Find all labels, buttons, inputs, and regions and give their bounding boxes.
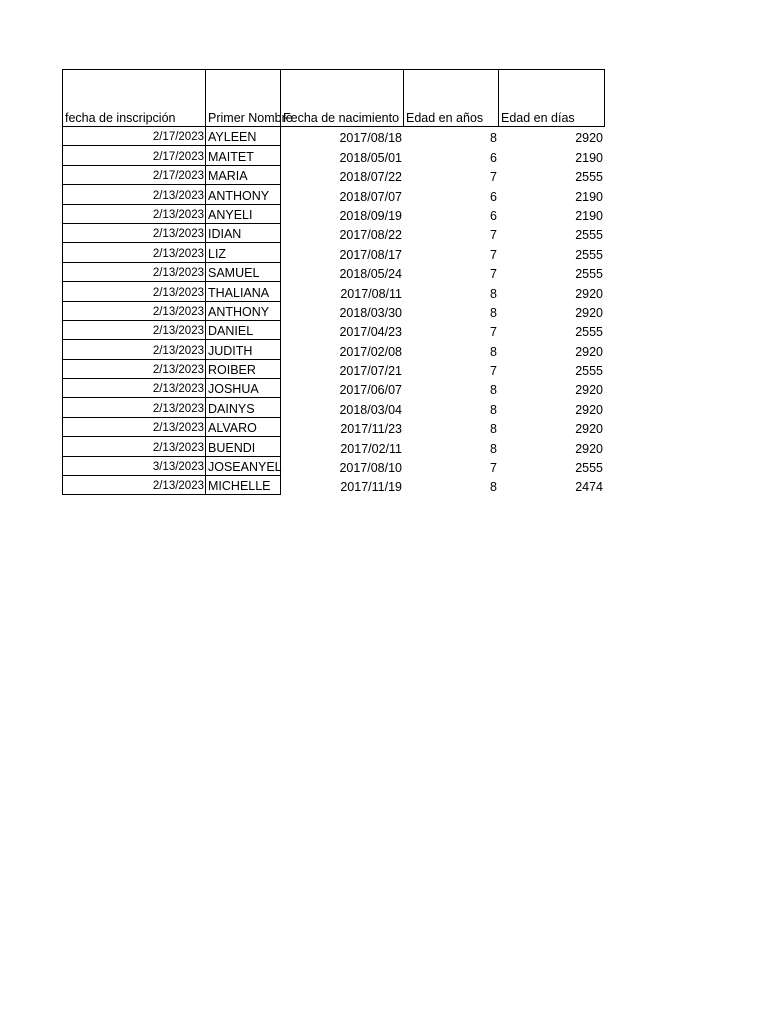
table-row	[62, 379, 605, 398]
edad-anos-cell[interactable]: 7	[490, 461, 497, 476]
primer-nombre-cell[interactable]: ALVARO	[206, 418, 281, 437]
primer-nombre-cell[interactable]: LIZ	[206, 243, 281, 262]
table-row	[62, 166, 605, 185]
edad-anos-cell[interactable]: 7	[490, 170, 497, 185]
edad-anos-cell[interactable]: 8	[490, 286, 497, 301]
edad-anos-cell[interactable]: 7	[490, 325, 497, 340]
fecha-nacimiento-cell[interactable]: 2017/07/21	[339, 364, 402, 379]
table-row	[62, 476, 605, 495]
table-row	[62, 224, 605, 243]
fecha-nacimiento-cell[interactable]: 2017/11/23	[340, 422, 402, 437]
primer-nombre-cell[interactable]: JOSHUA	[206, 379, 281, 398]
fecha-inscripcion-cell[interactable]: 2/13/2023	[62, 379, 206, 398]
fecha-nacimiento-cell[interactable]: 2018/07/22	[339, 170, 402, 185]
fecha-nacimiento-cell[interactable]: 2017/02/08	[339, 344, 402, 359]
primer-nombre-cell[interactable]: MARIA	[206, 166, 281, 185]
edad-dias-cell[interactable]: 2555	[575, 267, 603, 282]
table-row	[62, 321, 605, 340]
fecha-inscripcion-cell[interactable]: 2/13/2023	[62, 282, 206, 301]
edad-dias-cell[interactable]: 2555	[575, 247, 603, 262]
fecha-nacimiento-cell[interactable]: 2018/05/24	[339, 267, 402, 282]
edad-dias-cell[interactable]: 2555	[575, 461, 603, 476]
edad-dias-cell[interactable]: 2920	[575, 131, 603, 146]
header-row	[62, 69, 605, 127]
fecha-nacimiento-cell[interactable]: 2017/08/22	[339, 228, 402, 243]
fecha-inscripcion-cell[interactable]: 2/13/2023	[62, 418, 206, 437]
table-row	[62, 185, 605, 204]
fecha-nacimiento-cell[interactable]: 2017/11/19	[340, 480, 402, 495]
fecha-inscripcion-cell[interactable]: 2/13/2023	[62, 321, 206, 340]
primer-nombre-cell[interactable]: ANYELI	[206, 205, 281, 224]
fecha-inscripcion-cell[interactable]: 2/13/2023	[62, 360, 206, 379]
edad-anos-cell[interactable]: 7	[490, 228, 497, 243]
table-row	[62, 243, 605, 262]
fecha-nacimiento-cell[interactable]: 2017/08/11	[340, 286, 402, 301]
fecha-inscripcion-cell[interactable]: 3/13/2023	[62, 457, 206, 476]
fecha-inscripcion-cell[interactable]: 2/13/2023	[62, 243, 206, 262]
fecha-nacimiento-cell[interactable]: 2017/02/11	[340, 441, 402, 456]
edad-anos-cell[interactable]: 8	[490, 480, 497, 495]
fecha-inscripcion-cell[interactable]: 2/17/2023	[62, 127, 206, 146]
edad-anos-cell[interactable]: 7	[490, 247, 497, 262]
edad-anos-cell[interactable]: 6	[490, 189, 497, 204]
fecha-nacimiento-cell[interactable]: 2017/04/23	[339, 325, 402, 340]
table-body	[62, 127, 605, 495]
fecha-nacimiento-cell[interactable]: 2017/06/07	[339, 383, 402, 398]
fecha-nacimiento-cell[interactable]: 2018/05/01	[339, 150, 402, 165]
table-row	[62, 263, 605, 282]
edad-dias-cell[interactable]: 2555	[575, 170, 603, 185]
table-row	[62, 205, 605, 224]
table-row	[62, 457, 605, 476]
primer-nombre-cell[interactable]: AYLEEN	[206, 127, 281, 146]
primer-nombre-cell[interactable]: ANTHONY	[206, 185, 281, 204]
fecha-nacimiento-cell[interactable]: 2018/09/19	[339, 208, 402, 223]
fecha-nacimiento-cell[interactable]: 2017/08/18	[339, 131, 402, 146]
primer-nombre-cell[interactable]: MAITET	[206, 146, 281, 165]
fecha-inscripcion-cell[interactable]: 2/17/2023	[62, 146, 206, 165]
fecha-nacimiento-cell[interactable]: 2018/03/30	[339, 305, 402, 320]
edad-dias-cell[interactable]: 2920	[575, 402, 603, 417]
edad-dias-cell[interactable]: 2474	[575, 480, 603, 495]
fecha-inscripcion-cell[interactable]: 2/13/2023	[62, 476, 206, 495]
header-primer-nombre[interactable]: Primer Nombre	[206, 69, 281, 127]
header-fecha-nacimiento[interactable]: Fecha de nacimiento	[281, 69, 404, 127]
primer-nombre-cell[interactable]: SAMUEL	[206, 263, 281, 282]
edad-anos-cell[interactable]: 8	[490, 383, 497, 398]
table-row	[62, 340, 605, 359]
fecha-inscripcion-cell[interactable]: 2/13/2023	[62, 302, 206, 321]
table-row	[62, 302, 605, 321]
edad-dias-cell[interactable]: 2920	[575, 286, 603, 301]
spreadsheet-table	[62, 69, 605, 495]
fecha-inscripcion-cell[interactable]: 2/13/2023	[62, 398, 206, 417]
edad-anos-cell[interactable]: 8	[490, 402, 497, 417]
primer-nombre-cell[interactable]: JOSEANYEL	[206, 457, 281, 476]
fecha-inscripcion-cell[interactable]: 2/13/2023	[62, 263, 206, 282]
edad-anos-cell[interactable]: 6	[490, 150, 497, 165]
primer-nombre-cell[interactable]: ROIBER	[206, 360, 281, 379]
edad-anos-cell[interactable]: 8	[490, 422, 497, 437]
primer-nombre-cell[interactable]: MICHELLE	[206, 476, 281, 495]
fecha-nacimiento-cell[interactable]: 2017/08/17	[339, 247, 402, 262]
fecha-inscripcion-cell[interactable]: 2/17/2023	[62, 166, 206, 185]
table-row	[62, 418, 605, 437]
primer-nombre-cell[interactable]: BUENDI	[206, 437, 281, 456]
edad-dias-cell[interactable]: 2920	[575, 305, 603, 320]
edad-anos-cell[interactable]: 8	[490, 344, 497, 359]
primer-nombre-cell[interactable]: ANTHONY	[206, 302, 281, 321]
edad-dias-cell[interactable]: 2920	[575, 441, 603, 456]
edad-dias-cell[interactable]: 2190	[575, 189, 603, 204]
edad-dias-cell[interactable]: 2920	[575, 422, 603, 437]
header-edad-anos[interactable]: Edad en años	[404, 69, 499, 127]
table-row	[62, 398, 605, 417]
primer-nombre-cell[interactable]: THALIANA	[206, 282, 281, 301]
header-fecha-inscripcion[interactable]: fecha de inscripción	[62, 69, 206, 127]
table-row	[62, 282, 605, 301]
header-edad-dias[interactable]: Edad en días	[499, 69, 605, 127]
primer-nombre-cell[interactable]: IDIAN	[206, 224, 281, 243]
edad-anos-cell[interactable]: 7	[490, 364, 497, 379]
fecha-inscripcion-cell[interactable]: 2/13/2023	[62, 340, 206, 359]
table-row	[62, 360, 605, 379]
primer-nombre-cell[interactable]: DANIEL	[206, 321, 281, 340]
edad-dias-cell[interactable]: 2555	[575, 325, 603, 340]
edad-anos-cell[interactable]: 8	[490, 131, 497, 146]
edad-anos-cell[interactable]: 8	[490, 305, 497, 320]
primer-nombre-cell[interactable]: DAINYS	[206, 398, 281, 417]
primer-nombre-cell[interactable]: JUDITH	[206, 340, 281, 359]
fecha-nacimiento-cell[interactable]: 2018/03/04	[339, 402, 402, 417]
table-row	[62, 437, 605, 456]
edad-dias-cell[interactable]: 2920	[575, 383, 603, 398]
edad-anos-cell[interactable]: 6	[490, 208, 497, 223]
edad-dias-cell[interactable]: 2920	[575, 344, 603, 359]
fecha-inscripcion-cell[interactable]: 2/13/2023	[62, 437, 206, 456]
edad-dias-cell[interactable]: 2190	[575, 208, 603, 223]
edad-anos-cell[interactable]: 7	[490, 267, 497, 282]
fecha-inscripcion-cell[interactable]: 2/13/2023	[62, 224, 206, 243]
fecha-nacimiento-cell[interactable]: 2017/08/10	[339, 461, 402, 476]
edad-dias-cell[interactable]: 2190	[575, 150, 603, 165]
fecha-nacimiento-cell[interactable]: 2018/07/07	[339, 189, 402, 204]
table-row	[62, 146, 605, 165]
fecha-inscripcion-cell[interactable]: 2/13/2023	[62, 205, 206, 224]
fecha-inscripcion-cell[interactable]: 2/13/2023	[62, 185, 206, 204]
edad-dias-cell[interactable]: 2555	[575, 228, 603, 243]
table-row	[62, 127, 605, 146]
edad-anos-cell[interactable]: 8	[490, 441, 497, 456]
edad-dias-cell[interactable]: 2555	[575, 364, 603, 379]
